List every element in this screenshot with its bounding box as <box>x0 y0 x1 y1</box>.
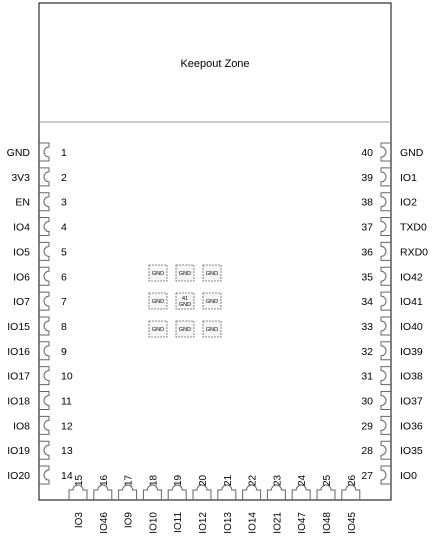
pin-name-right: IO35 <box>400 445 423 458</box>
pin-pad-left <box>39 168 49 186</box>
pin-name-right: RXD0 <box>400 246 429 259</box>
pin-name-left: IO18 <box>7 395 30 408</box>
pin-name-left: IO19 <box>7 445 30 458</box>
pin-name-bottom: IO46 <box>98 512 110 534</box>
pin-pad-left <box>39 193 49 211</box>
thermal-pad-label: GND <box>151 299 165 305</box>
pin-pad-bottom <box>94 485 112 500</box>
thermal-pad-label: GND <box>178 271 192 277</box>
pin-pad-bottom <box>342 485 360 500</box>
pin-name-right: IO40 <box>400 320 423 333</box>
pin-name-left: IO5 <box>13 246 30 259</box>
pin-number-right: 27 <box>361 470 373 483</box>
pin-name-right: IO39 <box>400 345 423 358</box>
pin-name-right: TXD0 <box>400 221 427 234</box>
pin-pad-left <box>39 441 49 459</box>
pin-number-right: 36 <box>361 246 373 259</box>
pin-number-bottom: 19 <box>173 474 185 486</box>
pin-number-left: 9 <box>61 345 67 358</box>
pin-name-left: IO7 <box>13 296 30 309</box>
pin-pad-bottom <box>218 485 236 500</box>
pin-name-left: IO6 <box>13 271 30 284</box>
thermal-pad-label: GND <box>205 271 219 277</box>
pin-pad-right <box>381 193 391 211</box>
pin-number-left: 5 <box>61 246 67 259</box>
pin-pad-left <box>39 143 49 161</box>
pin-name-right: IO1 <box>400 171 417 184</box>
pin-pad-right <box>381 416 391 434</box>
thermal-pad-label: GND <box>151 327 165 333</box>
pin-name-right: IO42 <box>400 271 423 284</box>
pin-number-left: 6 <box>61 271 67 284</box>
thermal-pad-label: GND <box>205 327 219 333</box>
pin-pad-right <box>381 267 391 285</box>
keepout-zone-label: Keepout Zone <box>180 58 250 70</box>
pin-name-bottom: IO3 <box>74 512 85 529</box>
pin-number-bottom: 15 <box>74 474 85 486</box>
pin-number-left: 4 <box>61 221 67 234</box>
pin-number-bottom: 21 <box>222 474 234 486</box>
pin-number-left: 10 <box>61 370 73 383</box>
pin-pad-right <box>381 292 391 310</box>
pin-pad-right <box>381 168 391 186</box>
pin-number-left: 2 <box>61 171 67 184</box>
pin-pad-left <box>39 218 49 236</box>
pin-name-left: IO15 <box>7 320 30 333</box>
pin-name-right: IO2 <box>400 196 417 209</box>
center-pad-number: 41 <box>181 296 189 302</box>
pin-pad-bottom <box>69 485 87 500</box>
pin-number-left: 14 <box>61 470 73 483</box>
pin-pad-bottom <box>317 485 335 500</box>
pin-pad-left <box>39 392 49 410</box>
pin-number-right: 38 <box>361 196 373 209</box>
pin-number-bottom: 20 <box>198 474 209 486</box>
pin-number-right: 32 <box>361 345 373 358</box>
pin-number-left: 13 <box>61 445 73 458</box>
pin-name-bottom: IO9 <box>123 512 135 529</box>
pin-pad-bottom <box>119 485 137 500</box>
pin-name-left: IO8 <box>13 420 30 433</box>
pin-name-bottom: IO11 <box>173 512 185 533</box>
pin-number-bottom: 25 <box>322 474 333 486</box>
pin-pad-right <box>381 143 391 161</box>
pin-number-right: 34 <box>361 296 373 309</box>
pin-name-bottom: IO10 <box>148 512 160 534</box>
pin-number-bottom: 26 <box>346 474 358 486</box>
pin-number-left: 1 <box>61 147 67 159</box>
pin-pad-left <box>39 367 49 385</box>
pin-number-left: 11 <box>61 395 72 408</box>
pin-pad-left <box>39 416 49 434</box>
pin-number-left: 3 <box>61 196 67 209</box>
pin-number-right: 30 <box>361 395 373 408</box>
pin-name-left: IO17 <box>7 370 30 383</box>
pin-name-bottom: IO47 <box>297 512 309 534</box>
pin-name-left: IO4 <box>13 221 30 234</box>
pin-pad-bottom <box>267 485 285 500</box>
pin-number-bottom: 16 <box>98 474 110 486</box>
pin-number-left: 7 <box>61 296 67 309</box>
pin-number-right: 35 <box>361 271 373 284</box>
pin-number-right: 29 <box>361 420 373 433</box>
pin-pad-left <box>39 317 49 335</box>
pin-pad-right <box>381 392 391 410</box>
pin-name-left: IO16 <box>7 345 30 358</box>
pin-number-bottom: 17 <box>123 474 135 486</box>
pin-name-left: 3V3 <box>11 171 30 184</box>
center-pad-label: GND <box>178 302 192 308</box>
pin-pad-left <box>39 342 49 360</box>
module-outline <box>39 3 391 500</box>
pin-number-bottom: 24 <box>297 474 309 486</box>
pin-pad-right <box>381 242 391 260</box>
pin-name-left: GND <box>6 147 30 159</box>
pin-name-right: IO37 <box>400 395 423 408</box>
pin-number-left: 8 <box>61 320 67 333</box>
pin-pad-right <box>381 218 391 236</box>
pin-number-bottom: 22 <box>247 474 259 486</box>
pin-name-bottom: IO21 <box>272 512 284 534</box>
pin-pad-left <box>39 267 49 285</box>
pin-pad-bottom <box>143 485 161 500</box>
pin-pad-left <box>39 466 49 484</box>
pin-name-right: IO38 <box>400 370 423 383</box>
pin-number-right: 39 <box>361 171 373 184</box>
pin-pad-right <box>381 441 391 459</box>
pin-number-bottom: 23 <box>272 474 284 486</box>
pin-pad-right <box>381 317 391 335</box>
pin-name-right: IO41 <box>400 296 423 309</box>
pin-pad-bottom <box>243 485 261 500</box>
pin-name-bottom: IO14 <box>247 512 259 534</box>
pin-name-right: IO36 <box>400 420 423 433</box>
pin-name-bottom: IO48 <box>322 512 333 534</box>
pin-number-bottom: 18 <box>148 474 160 486</box>
thermal-pad-label: GND <box>151 271 165 277</box>
thermal-pad-label: GND <box>205 299 219 305</box>
pin-number-right: 31 <box>361 370 373 383</box>
pin-pad-left <box>39 242 49 260</box>
pin-name-right: IO0 <box>400 470 417 483</box>
pin-name-left: IO20 <box>7 470 30 483</box>
pin-number-right: 33 <box>361 320 373 333</box>
pin-pad-bottom <box>168 485 186 500</box>
pin-number-right: 37 <box>361 221 373 234</box>
pin-name-right: GND <box>400 147 424 159</box>
pin-pad-right <box>381 342 391 360</box>
pin-pad-bottom <box>193 485 211 500</box>
pin-pad-left <box>39 292 49 310</box>
pin-number-right: 40 <box>361 147 373 159</box>
pin-number-right: 28 <box>361 445 373 458</box>
pin-pad-right <box>381 466 391 484</box>
pin-name-bottom: IO13 <box>222 512 234 534</box>
pin-name-left: EN <box>15 196 30 209</box>
thermal-pad-label: GND <box>178 327 192 333</box>
pin-pad-bottom <box>292 485 310 500</box>
pin-name-bottom: IO45 <box>346 512 358 534</box>
pin-name-bottom: IO12 <box>198 512 209 534</box>
pin-number-left: 12 <box>61 420 73 433</box>
pin-pad-right <box>381 367 391 385</box>
